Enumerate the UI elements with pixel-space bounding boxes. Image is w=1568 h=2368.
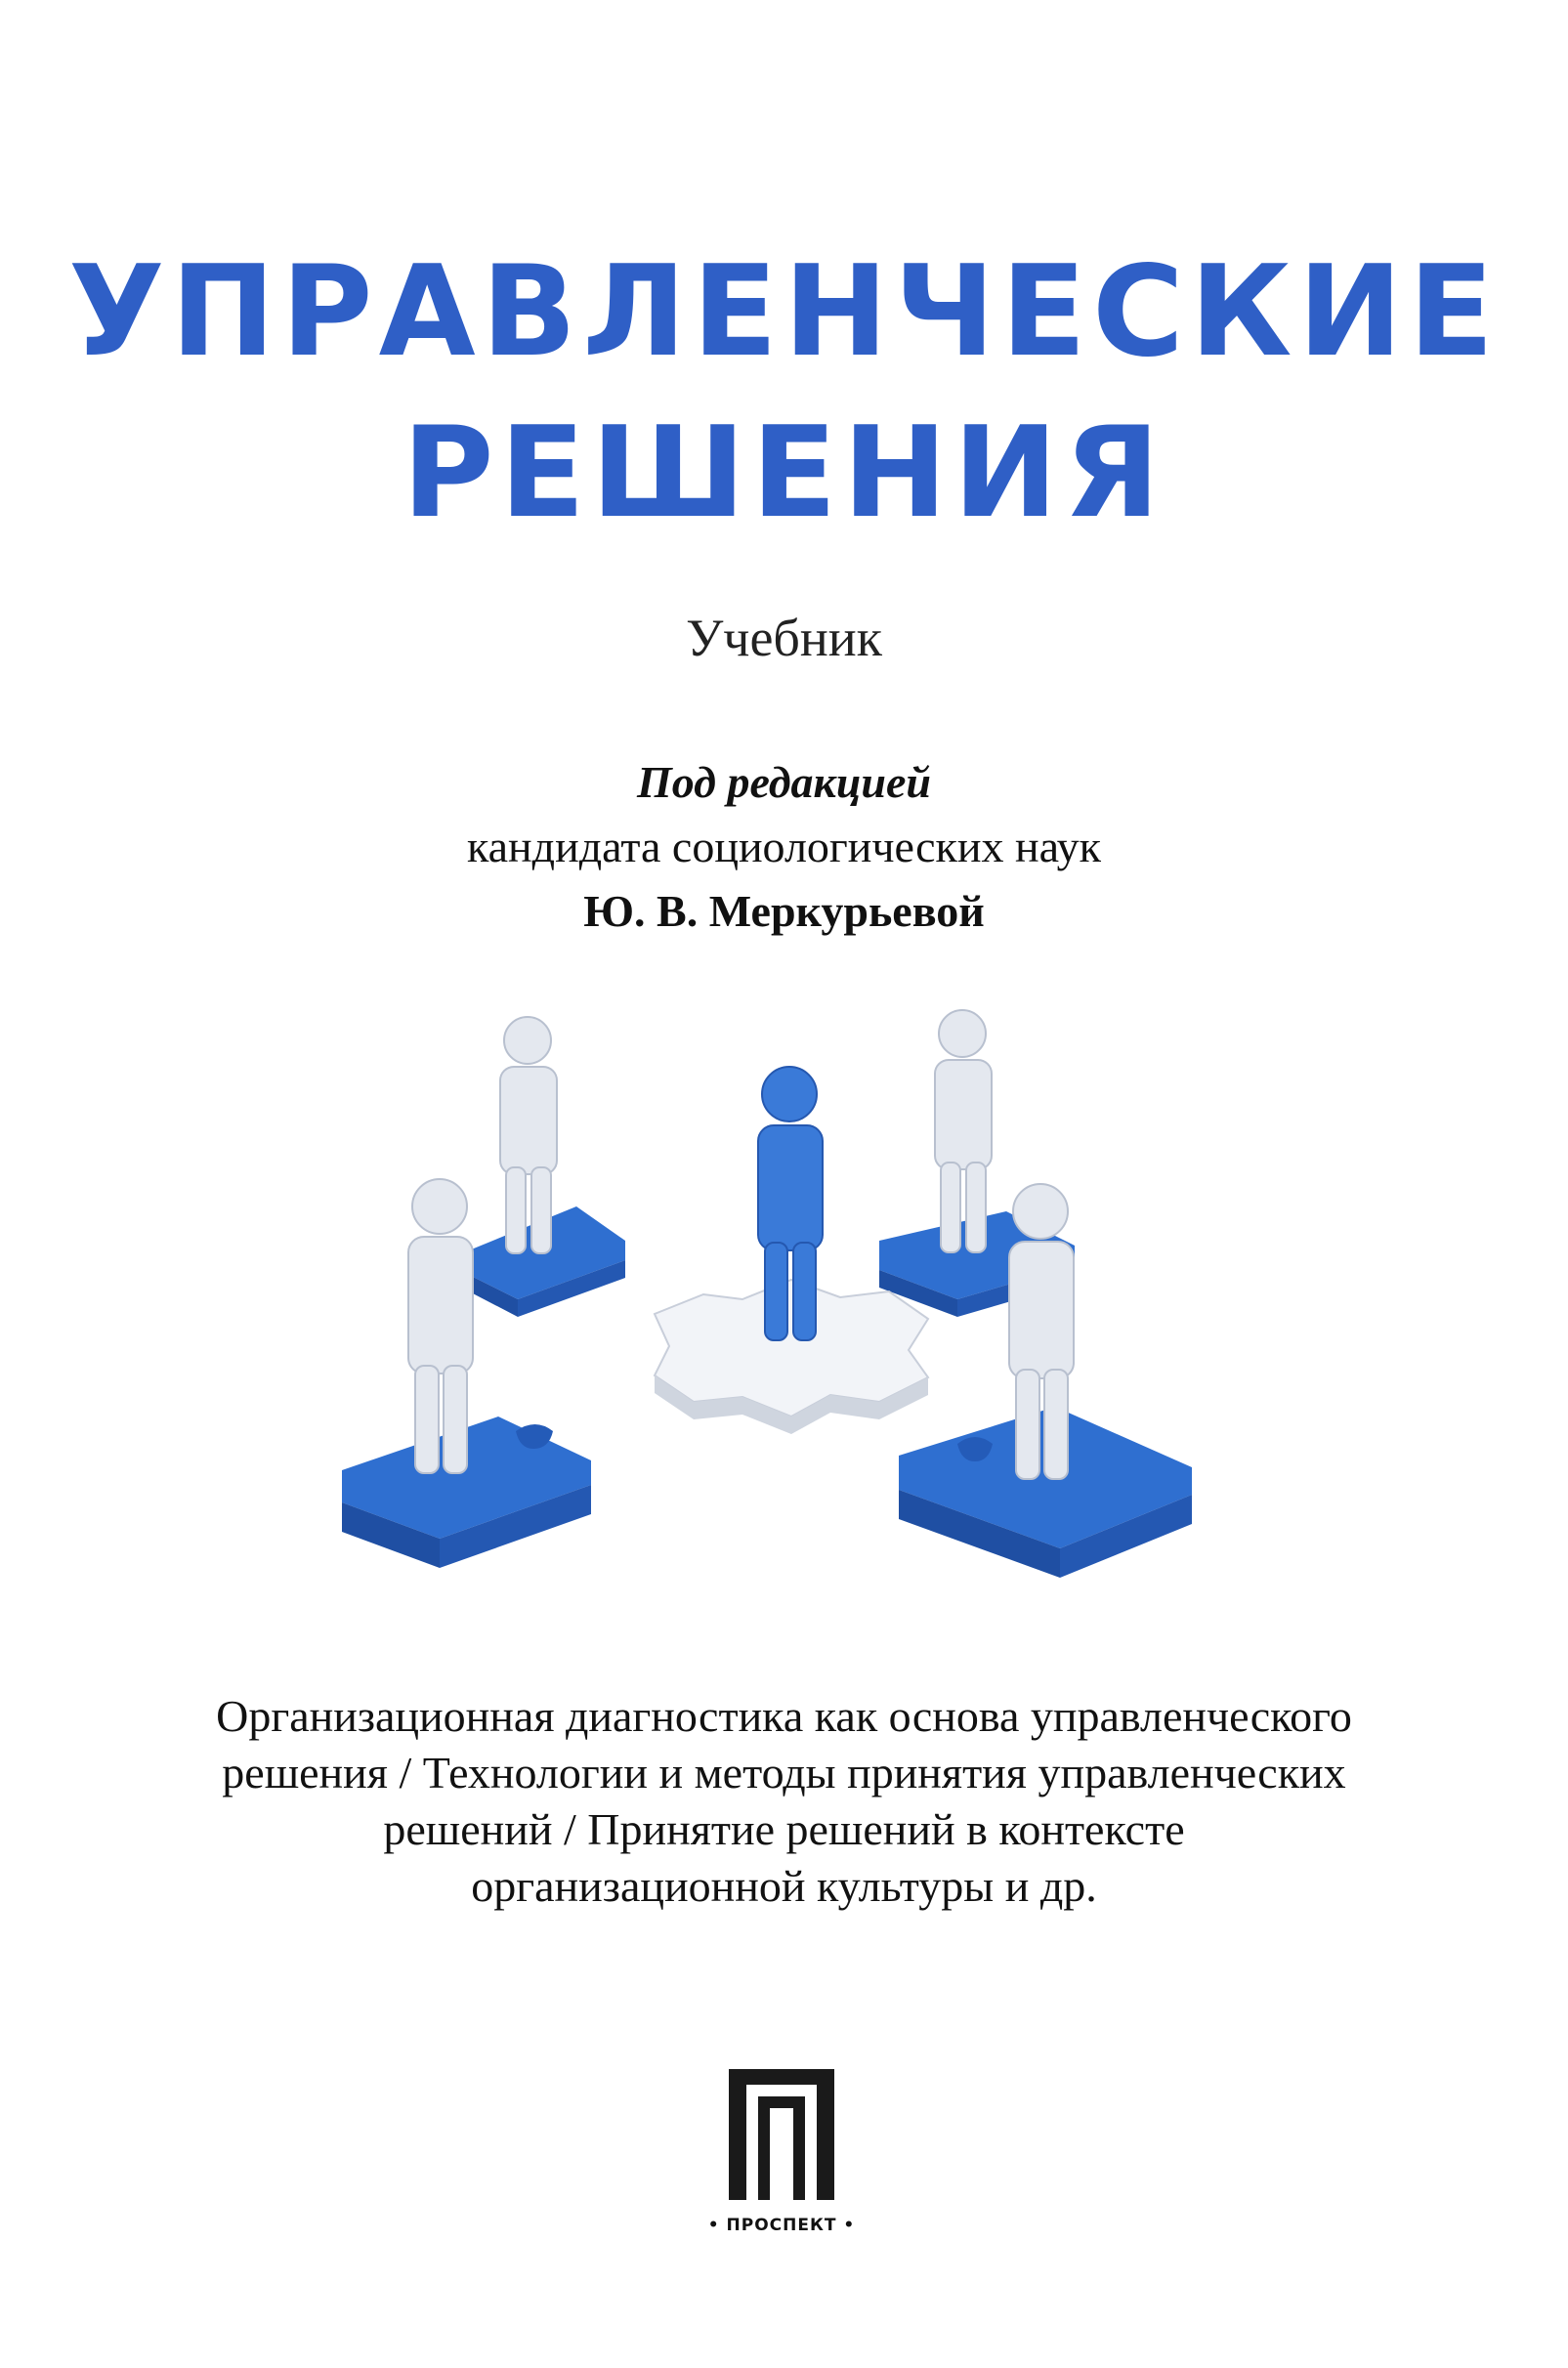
summary-line: Организационная диагностика как основа управленческого [216, 1691, 1352, 1741]
editor-label: Под редакцией [636, 757, 932, 807]
editor-name: Ю. В. Меркурьевой [583, 886, 985, 936]
title-line-2: РЕШЕНИЯ [402, 401, 1166, 546]
summary-line: решения / Технологии и методы принятия управленческих [222, 1748, 1346, 1797]
people-on-puzzle-pieces-icon [332, 987, 1241, 1651]
person-back-right [935, 1010, 992, 1252]
contents-summary [127, 1688, 1441, 1915]
editor-degree: кандидата социологических наук [466, 822, 1102, 871]
title-line-1: УПРАВЛЕНЧЕСКИЕ [67, 239, 1501, 385]
book-type: Учебник [686, 609, 882, 667]
summary-line: организационной культуры и др. [471, 1861, 1097, 1911]
prospekt-logo-icon [729, 2069, 834, 2200]
publisher-name: • ПРОСПЕКТ • [707, 2216, 856, 2235]
summary-line: решений / Принятие решений в контексте [383, 1804, 1185, 1854]
gear-platform [655, 1280, 928, 1434]
person-back-left [500, 1017, 557, 1253]
person-front-left [408, 1179, 473, 1473]
publisher-logo [684, 2069, 879, 2255]
editor-block [0, 750, 1568, 944]
